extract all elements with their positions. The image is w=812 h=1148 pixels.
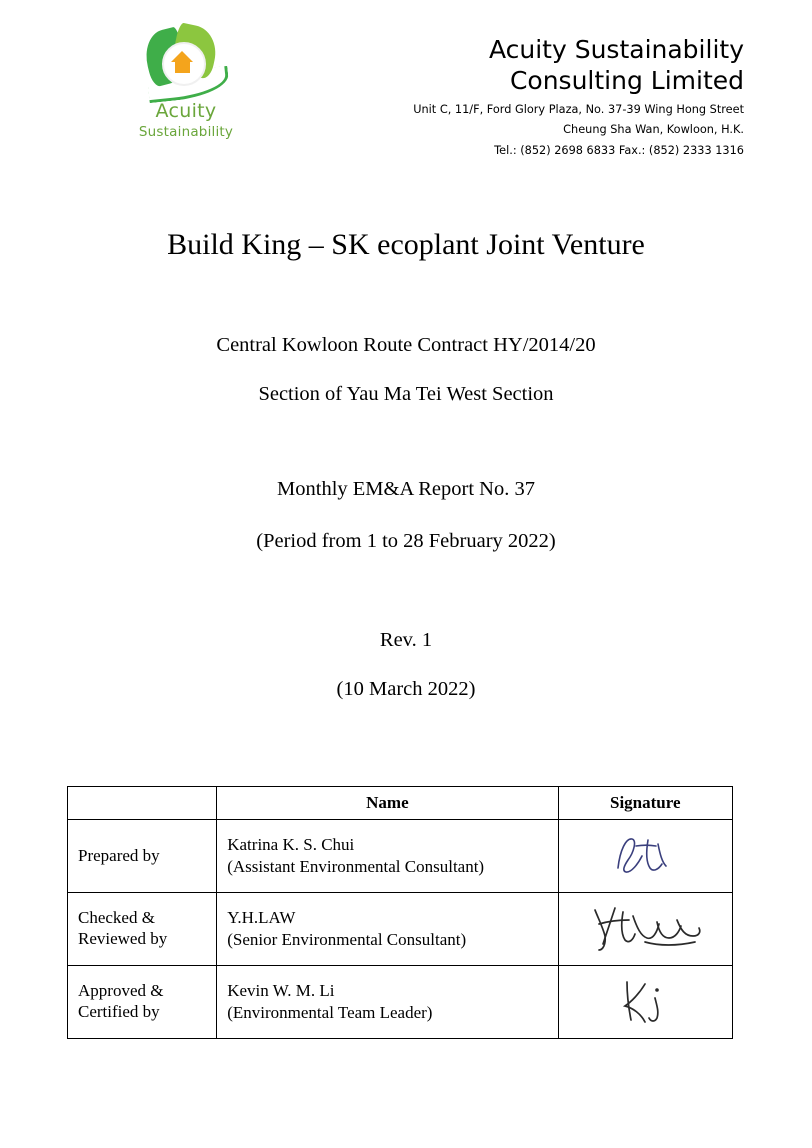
table-header-row [68, 787, 733, 820]
row-role-checked-by: Checked & Reviewed by [68, 893, 217, 966]
person-name: Kevin W. M. Li [227, 981, 335, 1001]
person-name: Y.H.LAW [227, 908, 296, 928]
logo-text-acuity: Acuity [155, 100, 217, 122]
section-line: Section of Yau Ma Tei West Section [258, 383, 554, 405]
handwritten-signature-yh-law-icon [585, 902, 705, 956]
handwritten-signature-kevin-li-icon [605, 976, 685, 1028]
signature-cell-checked-by [558, 893, 732, 966]
row-name-approved-by [217, 966, 558, 1039]
table-row [68, 893, 733, 966]
signature-table [67, 786, 733, 1039]
person-designation: (Senior Environmental Consultant) [227, 930, 467, 949]
header-role [68, 787, 217, 820]
row-role-approved-by: Approved & Certified by [68, 966, 217, 1039]
person-name: Katrina K. S. Chui [227, 835, 355, 855]
header-signature: Signature [558, 787, 732, 820]
table-row [68, 820, 733, 893]
handwritten-signature-katrina-chui-icon [600, 830, 690, 882]
document-title: Build King – SK ecoplant Joint Venture [167, 228, 645, 261]
company-name-line-2: Consulting Limited [509, 66, 744, 96]
company-address-line-2: Cheung Sha Wan, Kowloon, H.K. [563, 123, 744, 137]
company-logo [68, 26, 286, 140]
house-roof-icon [171, 51, 193, 62]
document-header [68, 26, 744, 158]
company-identity-block [413, 26, 744, 158]
person-designation: (Environmental Team Leader) [227, 1003, 433, 1022]
company-address-line-1: Unit C, 11/F, Ford Glory Plaza, No. 37-39 Wing Hong Street [413, 102, 744, 116]
signature-cell-prepared-by [558, 820, 732, 893]
reporting-period-line: (Period from 1 to 28 February 2022) [256, 530, 556, 552]
row-name-checked-by [217, 893, 558, 966]
report-number-line: Monthly EM&A Report No. 37 [277, 478, 535, 500]
company-contact-line: Tel.: (852) 2698 6833 Fax.: (852) 2333 1316 [494, 143, 744, 157]
person-designation: (Assistant Environmental Consultant) [227, 857, 485, 876]
contract-line: Central Kowloon Route Contract HY/2014/20 [216, 334, 596, 356]
acuity-leaf-house-logo-icon [140, 26, 232, 98]
company-name-line-1: Acuity Sustainability [488, 35, 744, 64]
issue-date-line: (10 March 2022) [336, 678, 476, 700]
signature-cell-approved-by [558, 966, 732, 1039]
table-row [68, 966, 733, 1039]
revision-line: Rev. 1 [379, 629, 433, 651]
logo-text-sustainability: Sustainability [138, 124, 234, 140]
row-name-prepared-by [217, 820, 558, 893]
row-role-prepared-by: Prepared by [68, 820, 217, 893]
header-name: Name [217, 787, 558, 820]
